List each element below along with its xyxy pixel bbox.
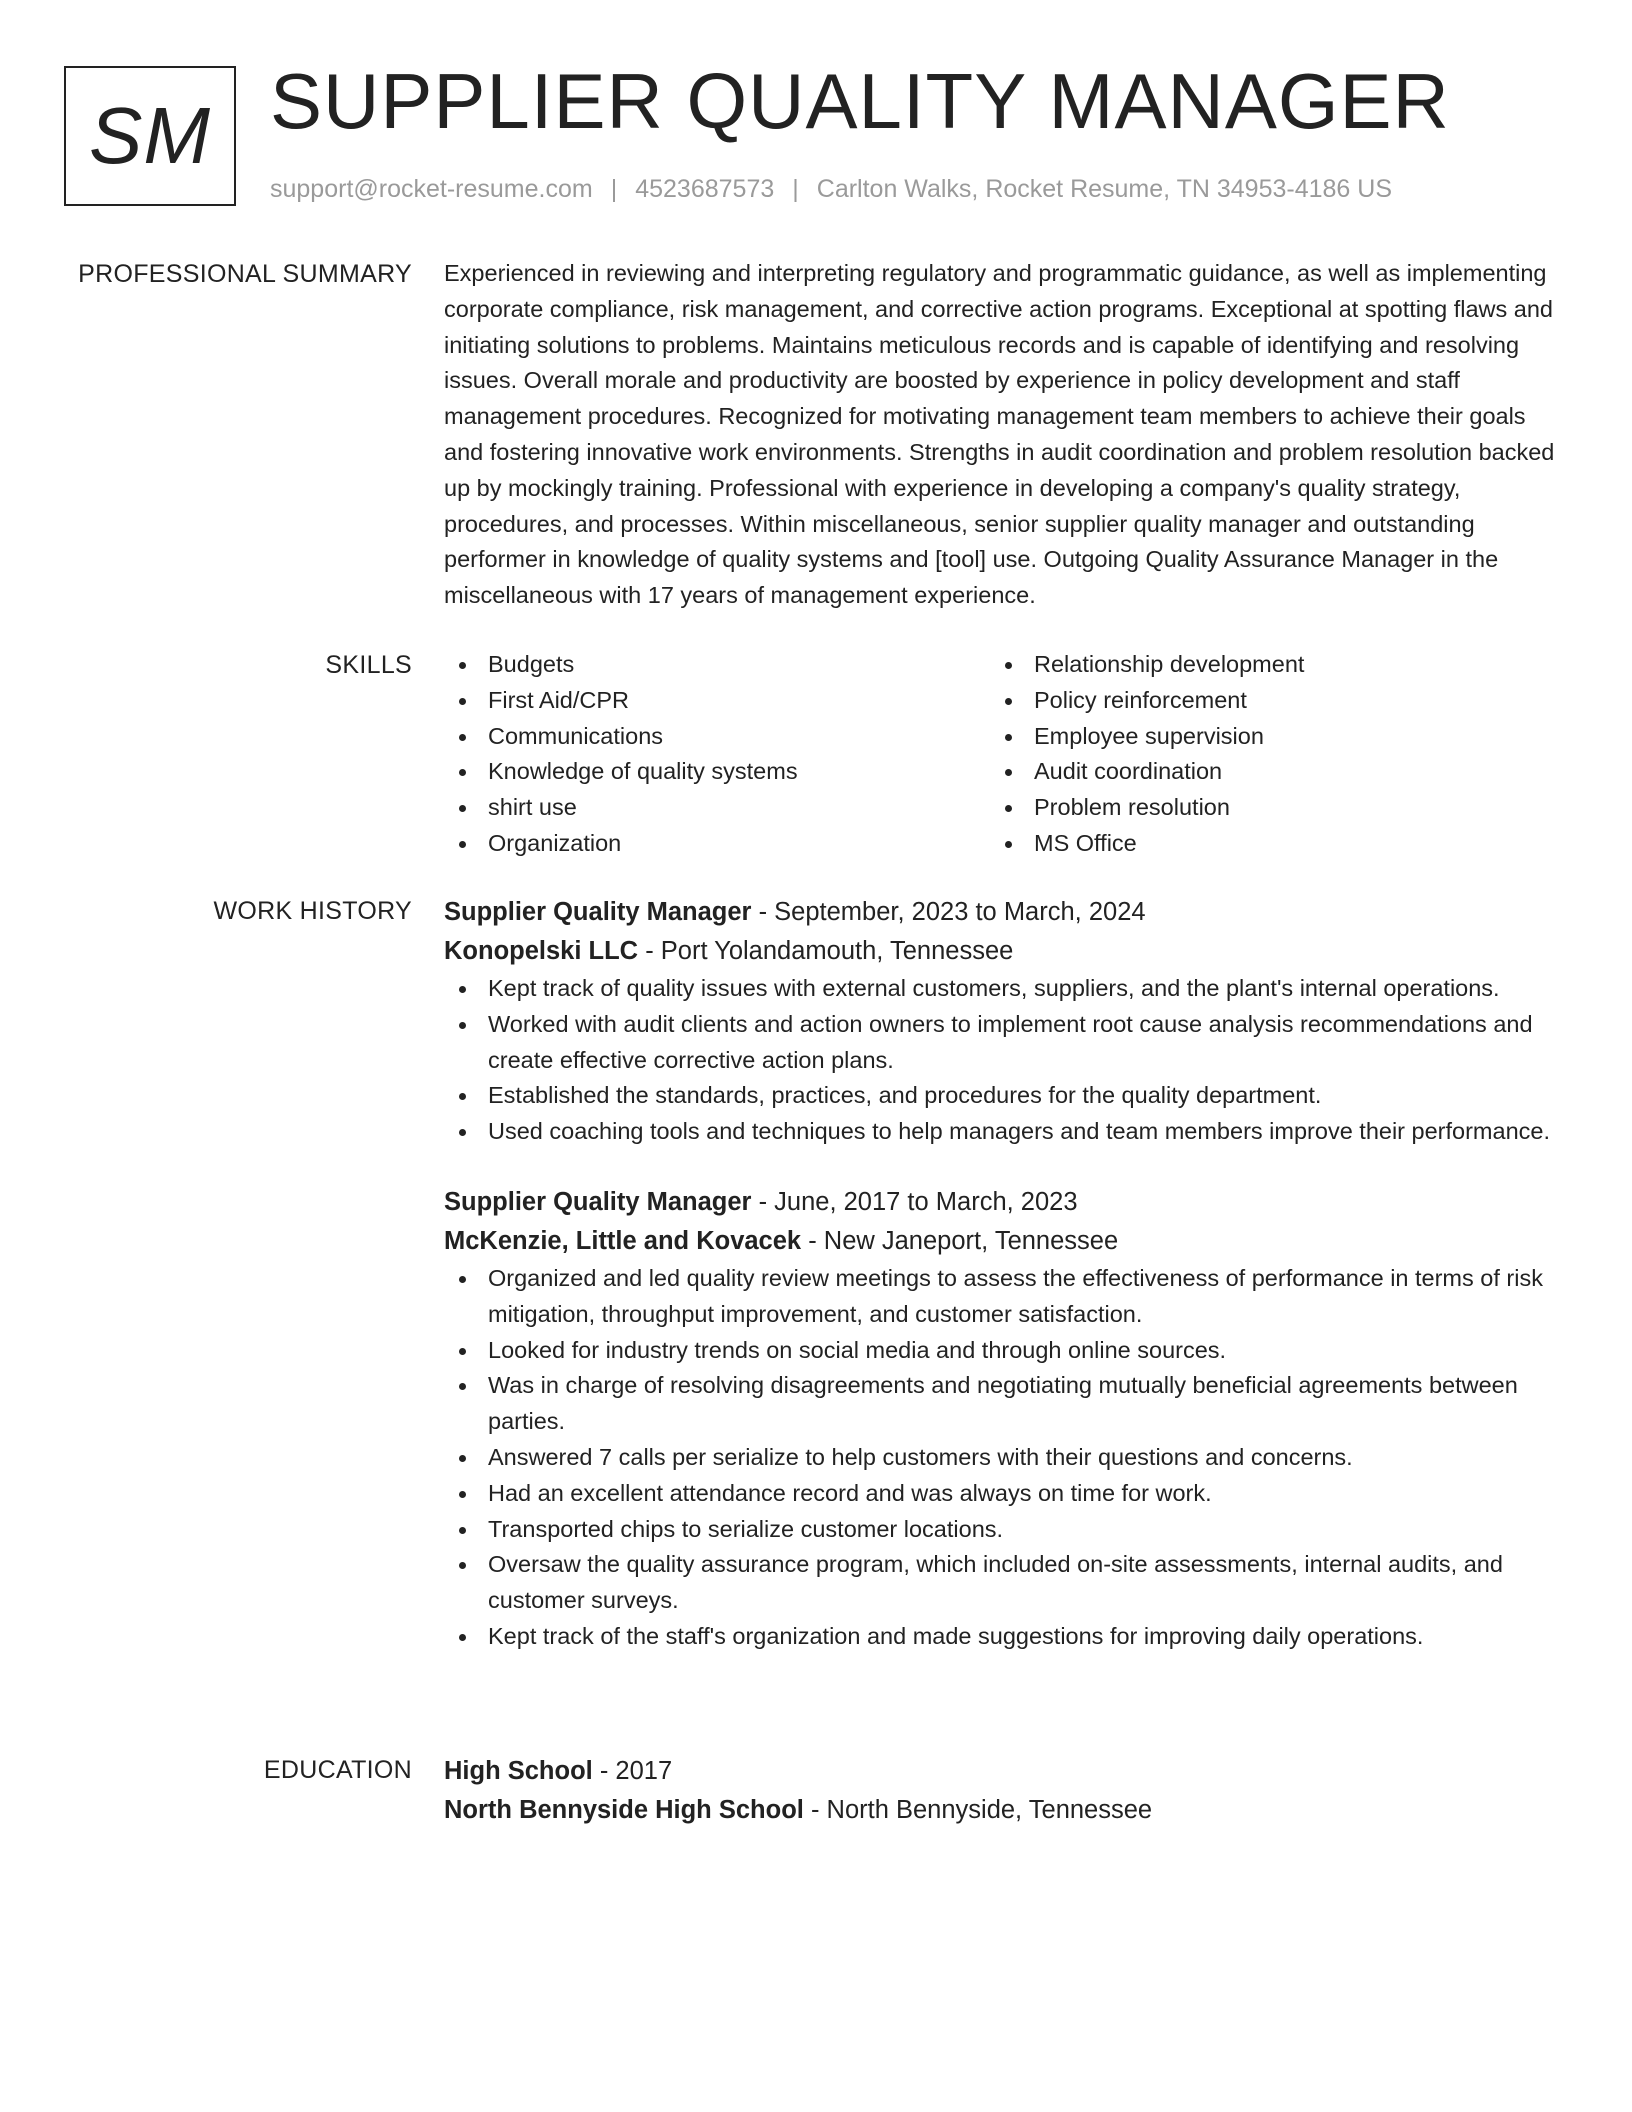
job-bullets (444, 971, 1558, 1150)
job-bullets (444, 1261, 1558, 1655)
job-bullet: Transported chips to serialize customer locations. (444, 1512, 1558, 1548)
skills-body (444, 647, 1558, 862)
job-bullet: Looked for industry trends on social media and through online sources. (444, 1333, 1558, 1369)
skill-item: MS Office (990, 826, 1536, 862)
job-title: Supplier Quality Manager (444, 898, 752, 926)
job-bullet: Established the standards, practices, and procedures for the quality department. (444, 1078, 1558, 1114)
job-bullet: Oversaw the quality assurance program, which included on-site assessments, internal audits, and customer surveys. (444, 1547, 1558, 1619)
skill-item: Communications (444, 719, 990, 755)
education-year: - 2017 (599, 1757, 673, 1785)
job-bullet: Kept track of the staff's organization and made suggestions for improving daily operations. (444, 1619, 1558, 1655)
initials-monogram: SM (64, 66, 236, 206)
skill-item: Policy reinforcement (990, 683, 1536, 719)
job-bullet: Answered 7 calls per serialize to help customers with their questions and concerns. (444, 1440, 1558, 1476)
job-title-line (444, 893, 1558, 932)
job-entry (444, 1183, 1558, 1655)
job-bullet: Used coaching tools and techniques to help managers and team members improve their performance. (444, 1114, 1558, 1150)
education-degree-line (444, 1752, 1558, 1791)
education-school: North Bennyside High School (444, 1796, 804, 1824)
job-title-line (444, 1183, 1558, 1222)
summary-text: Experienced in reviewing and interpreting regulatory and programmatic guidance, as well as implementing corporate compliance, risk management, and corrective action programs. Exceptional at spotting flaws and initiating solutions to problems. Maintains meticulous records and is capable of identifying and resolving issues. Overall morale and productivity are boosted by experience in policy development and staff management procedures. Recognized for motivating management team members to achieve their goals and fostering innovative work environments. Strengths in audit coordination and problem resolution backed up by mockingly training. Professional with experience in developing a company's quality strategy, procedures, and processes. Within miscellaneous, senior supplier quality manager and outstanding performer in knowledge of quality systems and [tool] use. Outgoing Quality Assurance Manager in the miscellaneous with 17 years of management experience. (444, 260, 1555, 609)
skill-item: First Aid/CPR (444, 683, 990, 719)
contact-email: support@rocket-resume.com (270, 175, 593, 203)
job-bullet: Worked with audit clients and action owners to implement root cause analysis recommendations and create effective corrective action plans. (444, 1007, 1558, 1079)
skill-item: Knowledge of quality systems (444, 754, 990, 790)
job-dates: - June, 2017 to March, 2023 (758, 1187, 1078, 1216)
skill-item: Budgets (444, 647, 990, 683)
job-bullet: Kept track of quality issues with external customers, suppliers, and the plant's internal operations. (444, 971, 1558, 1007)
skill-item: Employee supervision (990, 719, 1536, 755)
skills-list-right (990, 647, 1536, 862)
contact-separator: | (610, 175, 618, 203)
job-company: Konopelski LLC (444, 937, 639, 965)
job-bullet: Organized and led quality review meetings to assess the effectiveness of performance in terms of risk mitigation, throughput improvement, and customer satisfaction. (444, 1261, 1558, 1333)
education-school-line (444, 1791, 1558, 1830)
skill-item: Problem resolution (990, 790, 1536, 826)
job-dates: - September, 2023 to March, 2024 (758, 898, 1146, 926)
skill-item: Audit coordination (990, 754, 1536, 790)
education-location: - North Bennyside, Tennessee (810, 1796, 1153, 1824)
job-company: McKenzie, Little and Kovacek (444, 1226, 802, 1255)
job-entry (444, 893, 1558, 1150)
skills-title: SKILLS (325, 651, 412, 679)
summary-body (444, 256, 1558, 614)
job-title: Supplier Quality Manager (444, 1187, 752, 1216)
job-company-line (444, 1222, 1558, 1261)
skill-item: Organization (444, 826, 990, 862)
skill-item: shirt use (444, 790, 990, 826)
resume-name-heading: SUPPLIER QUALITY MANAGER (270, 57, 1450, 145)
education-title: EDUCATION (263, 1756, 412, 1784)
summary-title: PROFESSIONAL SUMMARY (78, 260, 412, 288)
contact-separator: | (792, 175, 799, 203)
contact-address: Carlton Walks, Rocket Resume, TN 34953-4186 US (816, 175, 1393, 203)
skills-list-left (444, 647, 990, 862)
job-location: - Port Yolandamouth, Tennessee (645, 937, 1014, 965)
skill-item: Relationship development (990, 647, 1536, 683)
contact-line (270, 172, 1392, 206)
job-location: - New Janeport, Tennessee (808, 1226, 1119, 1255)
job-company-line (444, 932, 1558, 971)
contact-phone: 4523687573 (635, 175, 775, 203)
job-bullet: Was in charge of resolving disagreements and negotiating mutually beneficial agreements between parties. (444, 1368, 1558, 1440)
work-history-title: WORK HISTORY (213, 897, 412, 925)
education-body (444, 1752, 1558, 1830)
job-bullet: Had an excellent attendance record and was always on time for work. (444, 1476, 1558, 1512)
work-history-body (444, 893, 1558, 1655)
education-degree: High School (444, 1757, 593, 1785)
